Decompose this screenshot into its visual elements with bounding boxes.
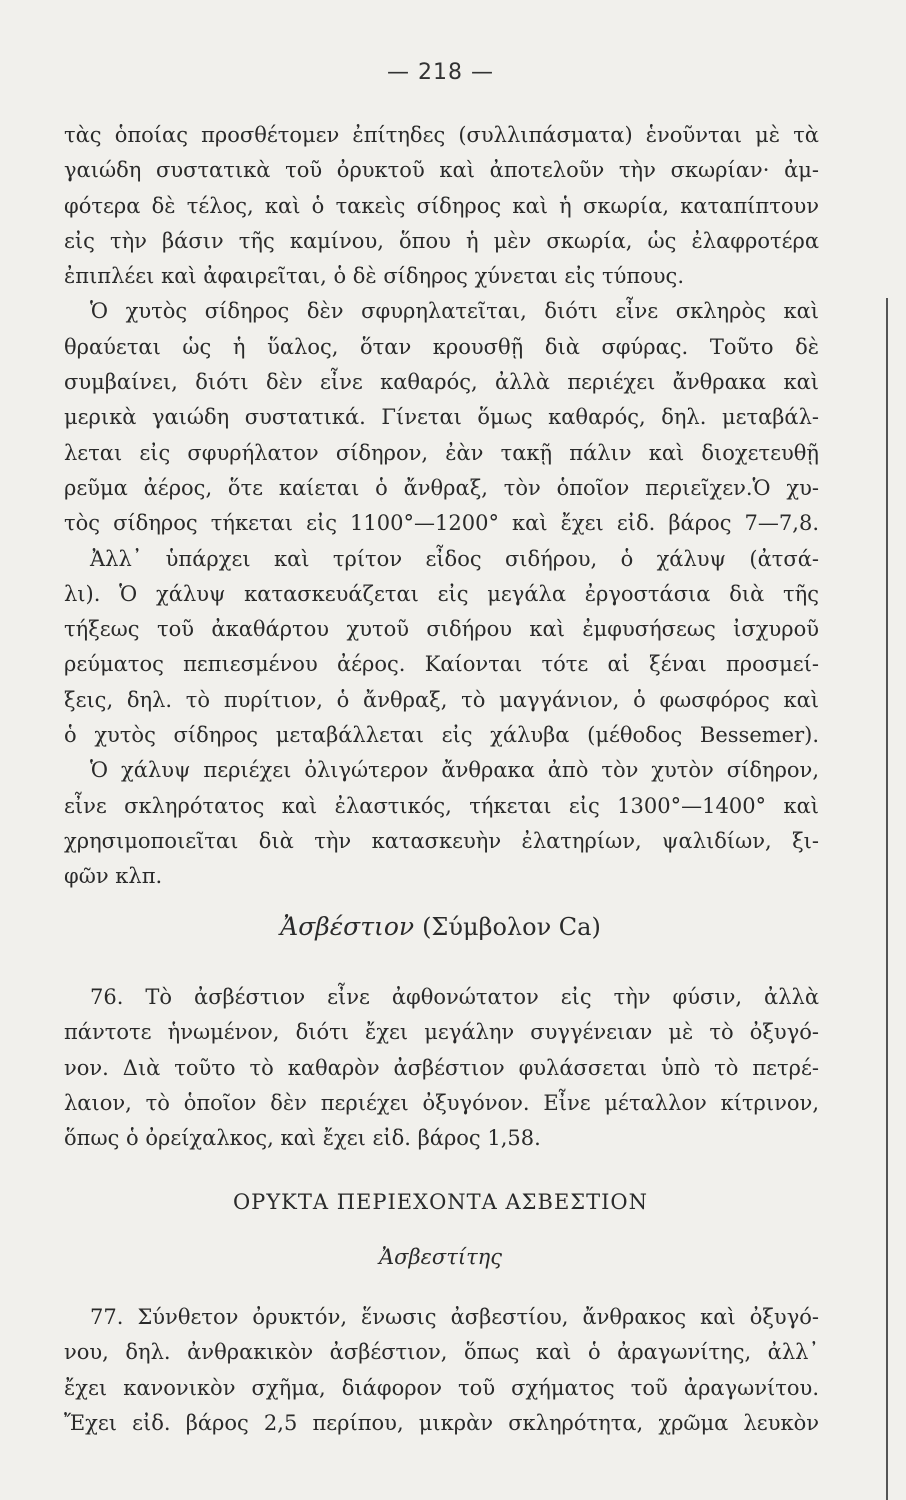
minerals-heading: ΟΡΥΚΤΑ ΠΕΡΙΕΧΟΝΤΑ ΑΣΒΕΣΤΙΟΝ: [232, 1190, 649, 1214]
text-line: ρεῦμα ἀέρος, ὅτε καίεται ὁ ἄνθραξ, τὸν ὁποῖον περιεῖχεν.Ὁ χυ-: [64, 475, 819, 500]
text-line: Ὁ χάλυψ περιέχει ὀλιγώτερον ἄνθρακα ἀπὸ τὸν χυτὸν σίδηρον,: [90, 758, 819, 783]
text-line: μερικὰ γαιώδη συστατικά. Γίνεται ὅμως καθαρός, δηλ. μεταβάλ-: [64, 405, 819, 430]
section-heading: [58, 912, 823, 941]
text-line: ξεις, δηλ. τὸ πυρίτιον, ὁ ἄνθραξ, τὸ μαγγάνιον, ὁ φωσφόρος καὶ: [64, 687, 819, 712]
text-line: εἰς τὴν βάσιν τῆς καμίνου, ὅπου ἡ μὲν σκωρία, ὡς ἐλαφροτέρα: [64, 228, 819, 253]
text-line: νον. Διὰ τοῦτο τὸ καθαρὸν ἀσβέστιον φυλάσσεται ὑπὸ τὸ πετρέ-: [64, 1055, 819, 1080]
text-line: Ἀλλ᾿ ὑπάρχει καὶ τρίτον εἶδος σιδήρου, ὁ χάλυψ (ἀτσά-: [90, 546, 819, 571]
page-number: — 218 —: [387, 60, 494, 85]
text-line: ρεύματος πεπιεσμένου ἀέρος. Καίονται τότε αἱ ξέναι προσμεί-: [64, 652, 819, 677]
text-line: φότερα δὲ τέλος, καὶ ὁ τακεὶς σίδηρος καὶ ἡ σκωρία, καταπίπτουν: [64, 193, 819, 218]
text-line: τὰς ὁποίας προσθέτομεν ἐπίτηδες (συλλιπάσματα) ἑνοῦνται μὲ τὰ: [64, 123, 819, 147]
text-line: 77. Σύνθετον ὀρυκτόν, ἕνωσις ἀσβεστίου, ἄνθρακος καὶ ὀξυγό-: [90, 1305, 819, 1329]
page-edge-line: [886, 298, 888, 1500]
paragraph-3: [64, 542, 819, 754]
text-line: 76. Τὸ ἀσβέστιον εἶνε ἀφθονώτατον εἰς τὴν φύσιν, ἀλλὰ: [90, 985, 819, 1009]
text-line: ὁ χυτὸς σίδηρος μεταβάλλεται εἰς χάλυβα (μέθοδος Bessemer).: [64, 723, 819, 748]
document-page: [58, 0, 823, 1500]
text-line: λι). Ὁ χάλυψ κατασκευάζεται εἰς μεγάλα ἐργοστάσια διὰ τῆς: [64, 581, 819, 606]
text-line: ὅπως ὁ ὀρείχαλκος, καὶ ἔχει εἰδ. βάρος 1,58.: [64, 1126, 541, 1151]
paragraph-5: [64, 980, 819, 1156]
paragraph-4: [64, 753, 819, 894]
text-line: εἶνε σκληρότατος καὶ ἐλαστικός, τήκεται εἰς 1300°—1400° καὶ: [64, 793, 819, 818]
text-line: φῶν κλπ.: [64, 864, 163, 889]
text-line: λεται εἰς σφυρήλατον σίδηρον, ἐὰν τακῇ πάλιν καὶ διοχετευθῇ: [64, 440, 819, 465]
text-line: χρησιμοποιεῖται διὰ τὴν κατασκευὴν ἐλατηρίων, ψαλιδίων, ξι-: [64, 828, 819, 853]
body-text-top: [64, 118, 819, 895]
text-line: λαιον, τὸ ὁποῖον δὲν περιέχει ὀξυγόνον. Εἶνε μέταλλον κίτρινον,: [64, 1090, 819, 1115]
text-line: θραύεται ὡς ἡ ὕαλος, ὅταν κρουσθῇ διὰ σφύρας. Τοῦτο δὲ: [64, 334, 819, 359]
text-line: νου, δηλ. ἀνθρακικὸν ἀσβέστιον, ὅπως καὶ ὁ ἀραγωνίτης, ἀλλ᾿: [64, 1340, 819, 1365]
text-line: Ἔχει εἰδ. βάρος 2,5 περίπου, μικρὰν σκληρότητα, χρῶμα λευκὸν: [64, 1410, 819, 1435]
text-line: Ὁ χυτὸς σίδηρος δὲν σφυρηλατεῖται, διότι εἶνε σκληρὸς καὶ: [90, 299, 819, 324]
text-line: ἐπιπλέει καὶ ἀφαιρεῖται, ὁ δὲ σίδηρος χύνεται εἰς τύπους.: [64, 264, 684, 289]
section-symbol: (Σύμβολον Ca): [422, 913, 601, 941]
text-line: τὸς σίδηρος τήκεται εἰς 1100°—1200° καὶ ἔχει εἰδ. βάρος 7—7,8.: [64, 511, 819, 536]
paragraph-2: [64, 294, 819, 541]
text-line: ἔχει κανονικὸν σχῆμα, διάφορον τοῦ σχήματος τοῦ ἀραγωνίτου.: [64, 1375, 819, 1400]
text-line: πάντοτε ἡνωμένον, διότι ἔχει μεγάλην συγγένειαν μὲ τὸ ὀξυγό-: [64, 1020, 819, 1045]
paragraph-1: [64, 118, 819, 294]
text-line: γαιώδη συστατικὰ τοῦ ὀρυκτοῦ καὶ ἀποτελοῦν τὴν σκωρίαν· ἀμ-: [64, 158, 819, 183]
section-title: Ἀσβέστιον: [280, 912, 415, 941]
text-line: τήξεως τοῦ ἀκαθάρτου χυτοῦ σιδήρου καὶ ἐμφυσήσεως ἰσχυροῦ: [64, 617, 819, 642]
paragraph-6: [64, 1300, 819, 1441]
text-line: συμβαίνει, διότι δὲν εἶνε καθαρός, ἀλλὰ περιέχει ἄνθρακα καὶ: [64, 370, 819, 395]
mineral-subheading: Ἀσβεστίτης: [378, 1245, 503, 1269]
